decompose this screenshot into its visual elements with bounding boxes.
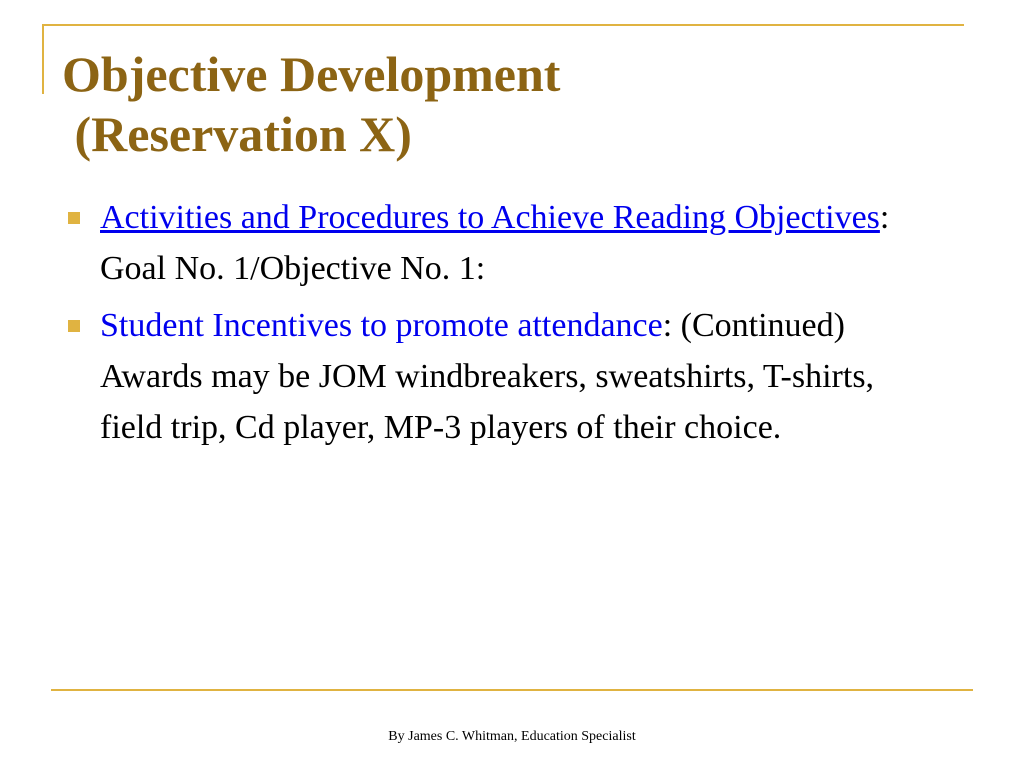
bullet-list xyxy=(62,192,942,459)
title-line-2: (Reservation X) xyxy=(62,106,412,162)
square-bullet-icon xyxy=(68,320,80,332)
square-bullet-icon xyxy=(68,212,80,224)
left-accent-line xyxy=(42,24,44,94)
bullet-text: : (Continued) Awards may be JOM windbreakers, sweatshirts, T-shirts, field trip, Cd player, MP-3 players of their choice. xyxy=(100,307,875,446)
footer xyxy=(0,728,1024,746)
bottom-divider xyxy=(51,689,973,691)
bullet-item-activities xyxy=(62,192,942,294)
incentives-lead-text: Student Incentives to promote attendance xyxy=(100,307,663,344)
top-divider xyxy=(42,24,964,26)
bullet-item-incentives xyxy=(62,300,942,453)
title-line-1: Objective Development xyxy=(62,46,561,102)
bullet-text: : Goal No. 1/Objective No. 1: xyxy=(100,199,890,287)
activities-link[interactable]: Activities and Procedures to Achieve Reading Objectives xyxy=(100,199,880,236)
slide-title xyxy=(62,44,560,164)
footer-text: By James C. Whitman, Education Specialist xyxy=(388,729,636,744)
